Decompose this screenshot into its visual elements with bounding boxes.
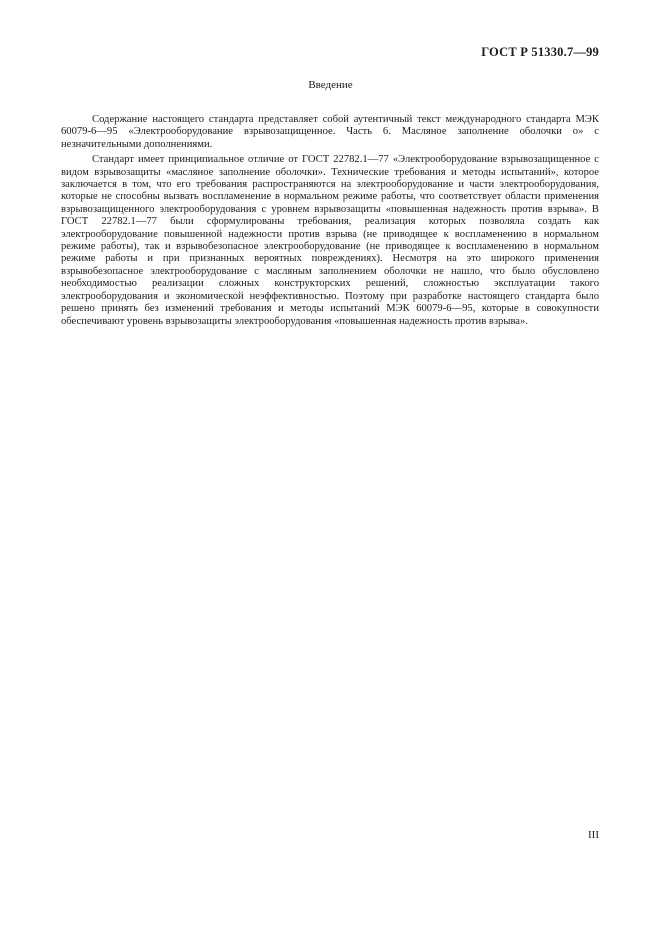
section-title: Введение [308,79,353,91]
document-id-header: ГОСТ Р 51330.7—99 [481,45,599,59]
page-number: III [588,829,599,841]
paragraph-2: Стандарт имеет принципиальное отличие от ГОСТ 22782.1—77 «Электрооборудование взрывозащищенное с видом взрывозащиты «масляное заполнение оболочки». Технические требования и методы испытаний», которое заключается в том, что его требования распространяются на электрооборудование и части электрооборудования, которые не способны вызвать воспламенение в нормальном режиме работы, что соответствует области применения взрывозащищенного электрооборудования с уровнем взрывозащиты «повышенная надежность против взрыва». В ГОСТ 22782.1—77 были сформулированы требования, реализация которых позволяла создать как электрооборудование повышенной надежности против взрыва (не приводящее к воспламенению в нормальном режиме работы), так и взрывобезопасное электрооборудование (не приводящее к воспламенению в нормальном режиме работы и при признанных вероятных повреждениях). Несмотря на это широкого применения взрывобезопасное электрооборудование с масляным заполнением оболочки не нашло, что было обусловлено необходимостью реализации сложных конструкторских решений, сложностью эксплуатации такого электрооборудования и экономической неэффективностью. Поэтому при разработке настоящего стандарта было решено принять без изменений требования и методы испытаний МЭК 60079-6—95, которые в совокупности обеспечивают уровень взрывозащиты электрооборудования «повышенная надежность против взрыва». [61,154,599,327]
paragraph-1: Содержание настоящего стандарта представляет собой аутентичный текст международного стандарта МЭК 60079-6—95 «Электрооборудование взрывозащищенное. Часть 6. Масляное заполнение оболочки о» с незначительными дополнениями. [61,114,599,150]
body-text [61,114,599,331]
